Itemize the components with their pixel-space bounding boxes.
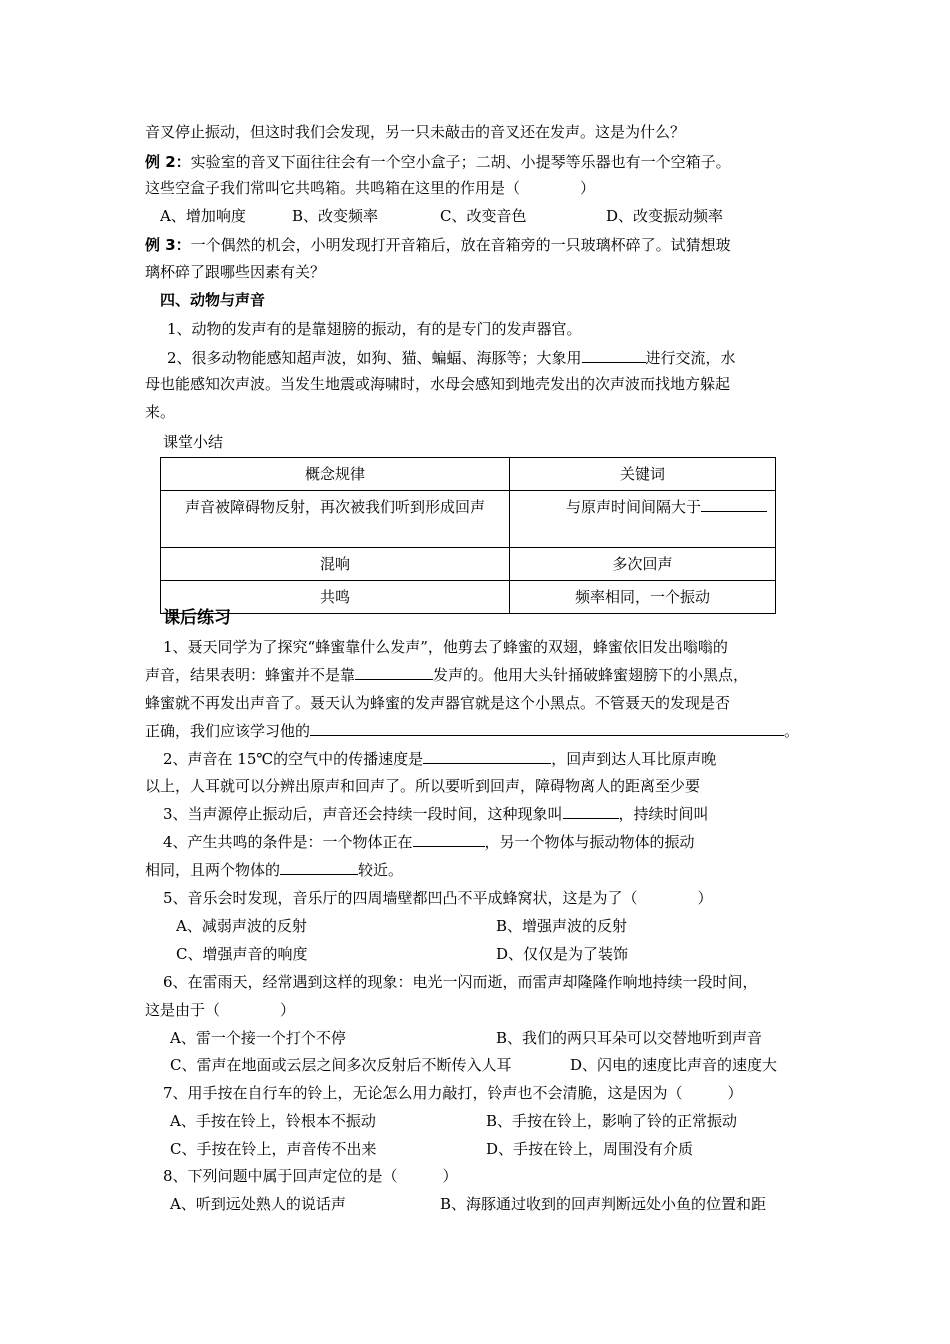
table-cell: 多次回声 <box>510 548 776 581</box>
question-line <box>163 749 716 769</box>
fill-blank <box>280 860 358 875</box>
fill-blank <box>563 804 619 819</box>
question-line: 这是由于（ ） <box>145 1001 296 1019</box>
question-line: 6、在雷雨天，经常遇到这样的现象：电光一闪而逝，而雷声却隆隆作响地持续一段时间， <box>163 973 758 991</box>
paragraph-line: 音叉停止振动，但这时我们会发现，另一只未敲击的音叉还在发声。这是为什么？ <box>145 123 686 141</box>
section-title: 四、动物与声音 <box>160 291 266 309</box>
question-line: 以上，人耳就可以分辨出原声和回声了。所以要听到回声，障碍物离人的距离至少要 <box>145 777 701 795</box>
text-span: 声音，结果表明：蜂蜜并不是靠 <box>145 666 356 684</box>
table-header: 概念规律 <box>161 458 510 491</box>
option: B、海豚通过收到的回声判断远处小鱼的位置和距 <box>440 1195 767 1213</box>
paragraph-line: 1、动物的发声有的是靠翅膀的振动，有的是专门的发声器官。 <box>167 320 582 338</box>
example-text: 实验室的音叉下面往往会有一个空小盒子；二胡、小提琴等乐器也有一个空箱子。 <box>190 153 731 171</box>
table-cell: 声音被障碍物反射，再次被我们听到形成回声 <box>161 491 510 548</box>
option: A、听到远处熟人的说话声 <box>170 1195 346 1213</box>
option: D、闪电的速度比声音的速度大 <box>570 1056 778 1074</box>
option: C、增强声音的响度 <box>176 945 308 963</box>
text-span: 相同，且两个物体的 <box>145 861 281 879</box>
text-span: 发声的。他用大头针捅破蜂蜜翅膀下的小黑点， <box>433 666 749 684</box>
question-line <box>145 665 748 685</box>
fill-blank <box>310 721 784 736</box>
example-3 <box>145 235 731 255</box>
option: D、改变振动频率 <box>606 207 724 225</box>
option: D、仅仅是为了装饰 <box>496 945 629 963</box>
question-line <box>145 860 403 880</box>
fill-blank <box>423 749 551 764</box>
text-span: ，另一个物体与振动物体的振动 <box>484 833 695 851</box>
table-cell <box>510 491 776 548</box>
text-span: 正确，我们应该学习他的 <box>145 722 311 740</box>
option: A、雷一个接一个打个不停 <box>170 1029 346 1047</box>
paragraph-line <box>167 348 736 368</box>
example-label: 例 2： <box>145 153 191 171</box>
example-text: 一个偶然的机会，小明发现打开音箱后，放在音箱旁的一只玻璃杯碎了。试猜想玻 <box>190 236 731 254</box>
option: D、手按在铃上，周围没有介质 <box>486 1140 694 1158</box>
question-line <box>163 804 709 824</box>
table-cell: 频率相同，一个振动 <box>510 581 776 614</box>
table-cell: 共鸣 <box>161 581 510 614</box>
question-line <box>145 721 799 741</box>
fill-blank <box>582 348 646 363</box>
text-span: 4、产生共鸣的条件是：一个物体正在 <box>163 833 413 851</box>
table-row <box>161 548 776 581</box>
question-line: 7、用手按在自行车的铃上，无论怎么用力敲打，铃声也不会清脆，这是因为（ ） <box>163 1084 743 1102</box>
summary-table <box>160 457 776 614</box>
table-row <box>161 581 776 614</box>
option: B、我们的两只耳朵可以交替地听到声音 <box>496 1029 763 1047</box>
text-span: 。 <box>784 722 800 740</box>
option: A、手按在铃上，铃根本不振动 <box>170 1112 376 1130</box>
question-line <box>163 832 695 852</box>
option: B、增强声波的反射 <box>496 917 628 935</box>
option: A、增加响度 <box>160 207 246 225</box>
fill-blank <box>355 665 433 680</box>
example-2 <box>145 152 731 172</box>
question-line: 5、音乐会时发现，音乐厅的四周墙壁都凹凸不平成蜂窝状，这是为了（ ） <box>163 889 713 907</box>
table-cell: 混响 <box>161 548 510 581</box>
option: A、减弱声波的反射 <box>176 917 307 935</box>
text-span: 2、很多动物能感知超声波，如狗、猫、蝙蝠、海豚等；大象用 <box>167 349 582 367</box>
question-line: 蜂蜜就不再发出声音了。聂天认为蜂蜜的发声器官就是这个小黑点。不管聂天的发现是否 <box>145 694 731 712</box>
text-span: ，回声到达人耳比原声晚 <box>551 750 717 768</box>
text-span: 进行交流，水 <box>645 349 736 367</box>
summary-label: 课堂小结 <box>163 433 224 451</box>
paragraph-line: 璃杯碎了跟哪些因素有关？ <box>145 263 326 281</box>
fill-blank <box>413 832 485 847</box>
text-span: 2、声音在 15℃的空气中的传播速度是 <box>163 750 424 768</box>
table-header-row <box>161 458 776 491</box>
option: C、雷声在地面或云层之间多次反射后不断传入人耳 <box>170 1056 512 1074</box>
question-line: 8、下列问题中属于回声定位的是（ ） <box>163 1167 458 1185</box>
fill-blank <box>701 497 767 512</box>
text-span: 3、当声源停止振动后，声音还会持续一段时间，这种现象叫 <box>163 805 563 823</box>
paragraph-line: 来。 <box>145 403 176 421</box>
option: B、手按在铃上，影响了铃的正常振动 <box>486 1112 738 1130</box>
table-header: 关键词 <box>510 458 776 491</box>
section-title: 课后练习 <box>163 608 231 628</box>
text-span: ，持续时间叫 <box>618 805 709 823</box>
option: C、手按在铃上，声音传不出来 <box>170 1140 377 1158</box>
paragraph-line: 母也能感知次声波。当发生地震或海啸时，水母会感知到地壳发出的次声波而找地方躲起 <box>145 375 731 393</box>
example-label: 例 3： <box>145 236 191 254</box>
option: B、改变频率 <box>292 207 379 225</box>
option: C、改变音色 <box>440 207 527 225</box>
table-row <box>161 491 776 548</box>
paragraph-line: 这些空盒子我们常叫它共鸣箱。共鸣箱在这里的作用是（ ） <box>145 179 596 197</box>
text-span: 较近。 <box>358 861 404 879</box>
question-line: 1、聂天同学为了探究“蜂蜜靠什么发声”，他剪去了蜂蜜的双翅，蜂蜜依旧发出嗡嗡的 <box>163 638 728 656</box>
text-span: 与原声时间间隔大于 <box>566 498 702 516</box>
